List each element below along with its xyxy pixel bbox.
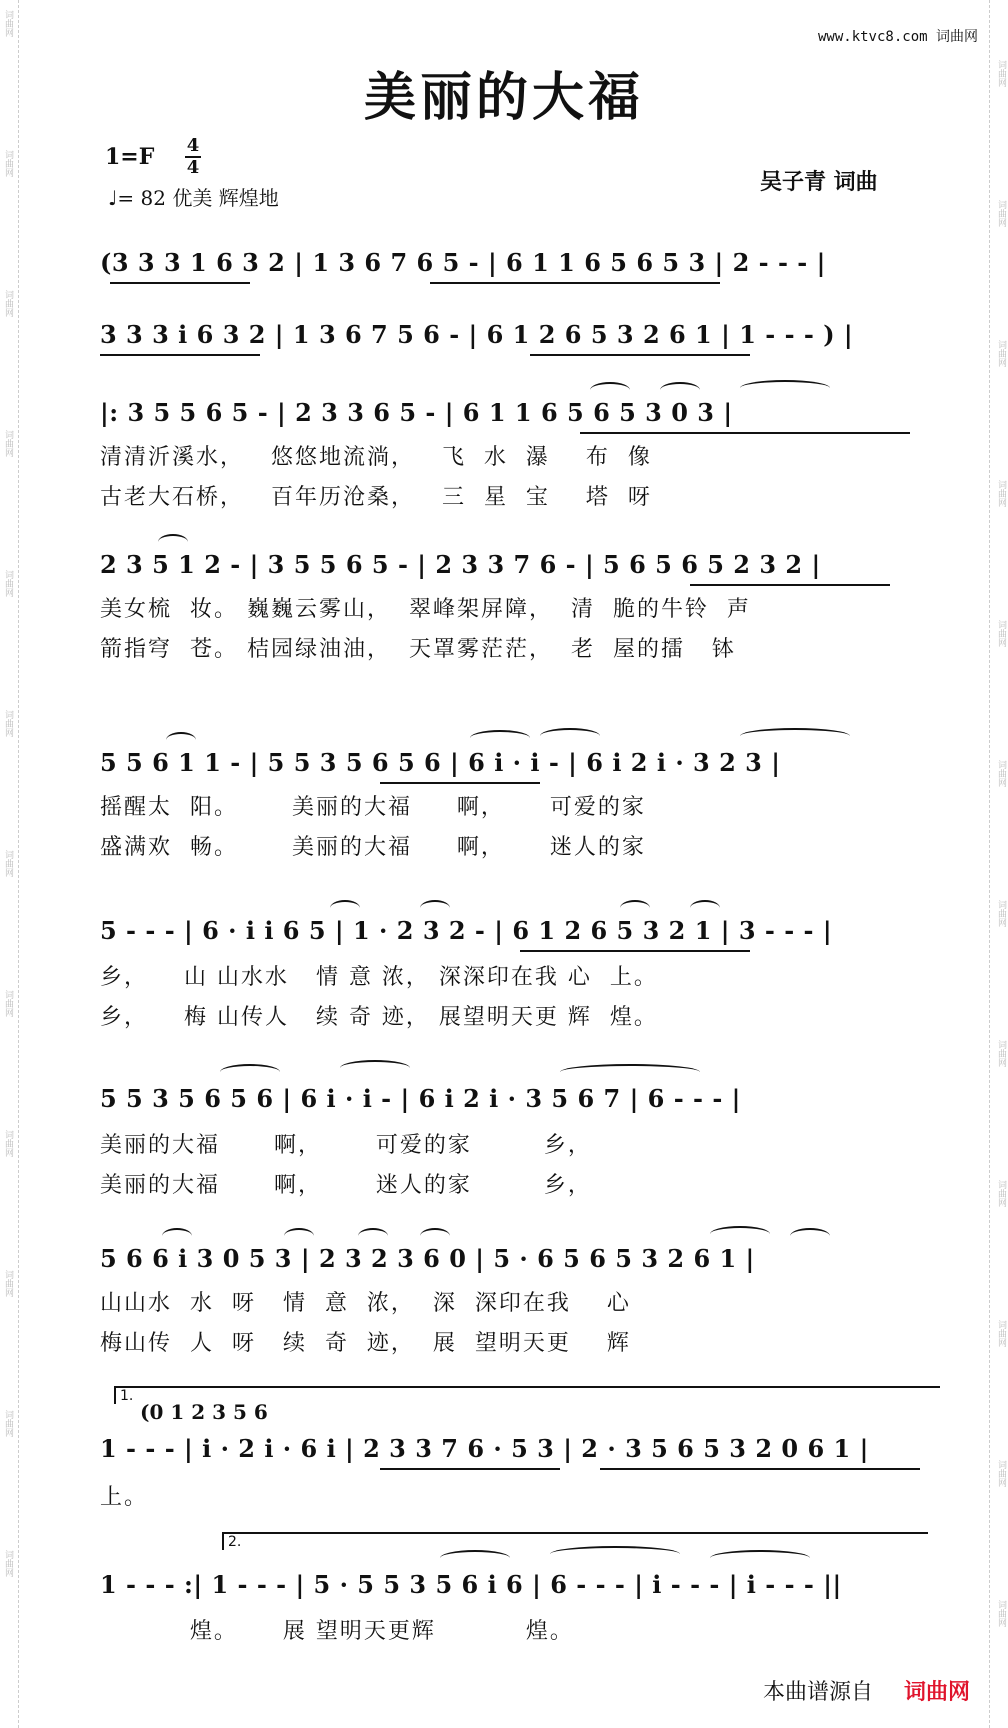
watermark-text: 词曲网 — [996, 760, 1006, 787]
left-watermark-strip — [0, 0, 19, 1728]
note-line: 1 - - - :| 1 - - - | 5 · 5 5 3 5 6 i 6 | 6 - - - | i - - - | i - - - || — [100, 1570, 842, 1599]
note-line: (3 3 3 1 6 3 2 | 1 3 6 7 6 5 - | 6 1 1 6 5 6 5 3 | 2 - - - | — [100, 248, 826, 277]
slur — [420, 1228, 450, 1244]
footer-site-link[interactable]: 词曲网 — [903, 1680, 970, 1705]
slur — [620, 900, 650, 916]
watermark-text: 词曲网 — [996, 900, 1006, 927]
time-signature — [185, 136, 201, 178]
note-line: 5 - - - | 6 · i i 6 5 | 1 · 2 3 2 - | 6 1 2 6 5 3 2 1 | 3 - - - | — [100, 916, 833, 945]
key-signature: 1=F — [105, 144, 155, 170]
note-line: 5 5 3 5 6 5 6 | 6 i · i - | 6 i 2 i · 3 5 6 7 | 6 - - - | — [100, 1084, 741, 1113]
beam-line — [580, 432, 910, 434]
slur — [358, 1228, 388, 1244]
note-line: 1 - - - | i · 2 i · 6 i | 2 3 3 7 6 · 5 3 | 2 · 3 5 6 5 3 2 0 6 1 | — [100, 1434, 869, 1463]
slur — [158, 534, 188, 550]
watermark-text: 词曲网 — [3, 1130, 13, 1157]
beam-line — [380, 782, 540, 784]
watermark-text: 词曲网 — [996, 1600, 1006, 1627]
lyric-verse-2: 乡， 梅 山传人 续 奇 迹， 展望明天更 辉 煌。 — [100, 1005, 658, 1030]
slur — [420, 900, 450, 916]
watermark-text: 词曲网 — [3, 990, 13, 1017]
note-line: 5 5 6 1 1 - | 5 5 3 5 6 5 6 | 6 i · i - | 6 i 2 i · 3 2 3 | — [100, 748, 781, 777]
slur — [590, 382, 630, 398]
beam-line — [430, 282, 540, 284]
lyric-verse-1: 美女梳 妆。 巍巍云雾山， 翠峰架屏障， 清 脆的牛铃 声 — [100, 597, 751, 622]
slur — [710, 1550, 810, 1566]
watermark-text: 词曲网 — [3, 1270, 13, 1297]
grace-notes: (0 1 2 3 5 6 — [140, 1400, 268, 1424]
slur — [660, 382, 700, 398]
credits: 吴子青 词曲 — [760, 170, 878, 195]
watermark-text: 词曲网 — [3, 10, 13, 37]
note-line: 3 3 3 i 6 3 2 | 1 3 6 7 5 6 - | 6 1 2 6 5 3 2 6 1 | 1 - - - ) | — [100, 320, 854, 349]
slur — [740, 728, 850, 744]
lyric-verse-1: 乡， 山 山水水 情 意 浓， 深深印在我 心 上。 — [100, 965, 658, 990]
footer-source-label: 本曲谱源自 — [762, 1680, 873, 1705]
slur — [330, 900, 360, 916]
watermark-text: 词曲网 — [996, 1180, 1006, 1207]
slur — [166, 732, 196, 748]
beam-line — [520, 950, 750, 952]
lyric-verse-1: 山山水 水 呀 情 意 浓， 深 深印在我 心 — [100, 1291, 631, 1316]
time-signature-top: 4 — [186, 135, 200, 156]
watermark-text: 词曲网 — [996, 480, 1006, 507]
volta-bracket-1: 1. — [114, 1386, 940, 1404]
slur — [710, 1226, 770, 1242]
lyric-verse-2: 美丽的大福 啊， 迷人的家 乡， — [100, 1173, 592, 1198]
song-title: 美丽的大福 — [363, 67, 644, 128]
watermark-text: 词曲网 — [996, 200, 1006, 227]
site-header[interactable]: www.ktvc8.com 词曲网 — [817, 29, 978, 45]
slur — [340, 1060, 410, 1076]
slur — [284, 1228, 314, 1244]
watermark-text: 词曲网 — [3, 290, 13, 317]
right-watermark-strip — [989, 0, 1008, 1728]
watermark-text: 词曲网 — [3, 570, 13, 597]
beam-line — [540, 282, 720, 284]
watermark-text: 词曲网 — [3, 430, 13, 457]
watermark-text: 词曲网 — [996, 1460, 1006, 1487]
watermark-text: 词曲网 — [3, 1410, 13, 1437]
tempo-marking: ♩= 82 优美 辉煌地 — [108, 186, 279, 210]
lyric-verse-2: 梅山传 人 呀 续 奇 迹， 展 望明天更 辉 — [100, 1331, 631, 1356]
lyric-verse-1: 煌。 展 望明天更辉 煌。 — [100, 1619, 574, 1644]
lyric-verse-2: 古老大石桥， 百年历沧桑， 三 星 宝 塔 呀 — [100, 485, 652, 510]
lyric-verse-1: 摇醒太 阳。 美丽的大福 啊， 可爱的家 — [100, 795, 646, 820]
beam-line — [530, 354, 750, 356]
note-line: 5 6 6 i 3 0 5 3 | 2 3 2 3 6 0 | 5 · 6 5 6 5 3 2 6 1 | — [100, 1244, 755, 1273]
lyric-verse-1: 上。 — [100, 1485, 149, 1510]
watermark-text: 词曲网 — [3, 710, 13, 737]
lyric-verse-1: 美丽的大福 啊， 可爱的家 乡， — [100, 1133, 592, 1158]
volta-bracket-2: 2. — [222, 1532, 928, 1550]
slur — [560, 1064, 700, 1080]
time-signature-bottom: 4 — [186, 157, 200, 178]
note-line: |: 3 5 5 6 5 - | 2 3 3 6 5 - | 6 1 1 6 5 6 5 3 0 3 | — [100, 398, 733, 427]
watermark-text: 词曲网 — [3, 850, 13, 877]
beam-line — [110, 282, 250, 284]
slur — [690, 900, 720, 916]
beam-line — [100, 354, 260, 356]
slur — [540, 728, 600, 744]
slur — [550, 1546, 680, 1562]
lyric-verse-2: 盛满欢 畅。 美丽的大福 啊， 迷人的家 — [100, 835, 646, 860]
watermark-text: 词曲网 — [996, 1320, 1006, 1347]
slur — [162, 1228, 192, 1244]
watermark-text: 词曲网 — [996, 1040, 1006, 1067]
beam-line — [380, 1468, 560, 1470]
watermark-text: 词曲网 — [3, 1550, 13, 1577]
beam-line — [690, 584, 890, 586]
watermark-text: 词曲网 — [996, 340, 1006, 367]
slur — [740, 380, 830, 396]
slur — [220, 1064, 280, 1080]
note-line: 2 3 5 1 2 - | 3 5 5 6 5 - | 2 3 3 7 6 - | 5 6 5 6 5 2 3 2 | — [100, 550, 821, 579]
watermark-text: 词曲网 — [3, 150, 13, 177]
slur — [790, 1228, 830, 1244]
slur — [470, 730, 530, 746]
beam-line — [600, 1468, 920, 1470]
lyric-verse-1: 清清沂溪水， 悠悠地流淌， 飞 水 瀑 布 像 — [100, 445, 652, 470]
lyric-verse-2: 箭指穹 苍。 桔园绿油油， 天罩雾茫茫， 老 屋的擂 钵 — [100, 637, 736, 662]
watermark-text: 词曲网 — [996, 620, 1006, 647]
watermark-text: 词曲网 — [996, 60, 1006, 87]
slur — [440, 1550, 510, 1566]
